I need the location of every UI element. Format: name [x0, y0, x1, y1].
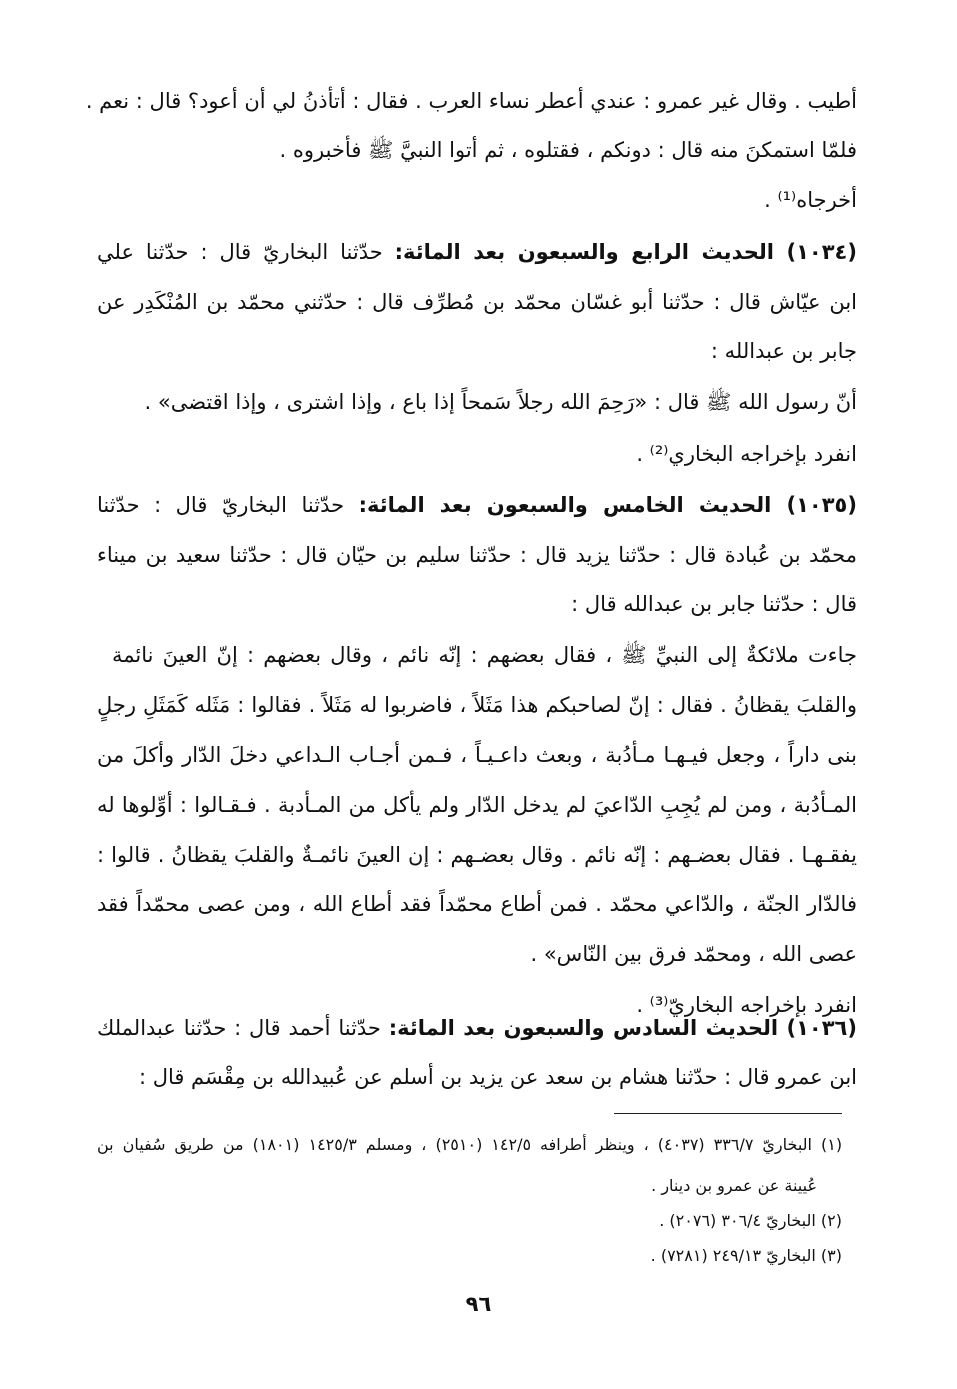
body-line-17: فالدّار الجنّة ، والدّاعي محمّد . فمن أطاع محمّداً فقد أطاع الله ، ومن عصى محمّداً فقد: [97, 892, 857, 916]
body-line-18: عصى الله ، ومحمّد فرق بين النّاس» .: [530, 942, 857, 966]
footnote-3: (٣) البخاريّ ٢٤٩/١٣ (٧٢٨١) .: [650, 1246, 842, 1265]
hadith-heading-rest: حدّثنا أحمد قال : حدّثنا عبدالملك: [97, 1016, 389, 1040]
body-line-6: جابر بن عبدالله :: [710, 339, 857, 363]
body-line-16: يفقـهـا . فقال بعضـهم : إنّه نائم . وقال بعضـهم : إن العينَ نائمـةٌ والقلبَ يقظانُ . قالوا :: [97, 843, 857, 867]
body-line-3: أخرجاه⁽¹⁾ .: [764, 188, 857, 212]
hadith-heading-title: (١٠٣٦) الحديث السادس والسبعون بعد المائة:: [388, 1016, 857, 1040]
body-line-10: محمّد بن عُبادة قال : حدّثنا يزيد قال : حدّثنا سليم بن حيّان قال : حدّثنا سعيد بن ميناء: [97, 543, 857, 567]
footnote-2: (٢) البخاريّ ٣٠٦/٤ (٢٠٧٦) .: [659, 1211, 842, 1230]
body-line-15: المـأدُبة ، ومن لم يُجِبِ الدّاعيَ لم يدخل الدّار ولم يأكل من المـأدبة . فـقـالوا : أوِّلوها له: [97, 793, 857, 817]
body-line-13: والقلبَ يقظانُ . فقال : إنّ لصاحبكم هذا مَثَلاً ، فاضربوا له مَثَلاً . فقالوا : مَثَله كَمَثَلِ رجلٍ: [97, 693, 857, 717]
body-line-19: انفرد بإخراجه البخاريّ⁽³⁾ .: [636, 993, 857, 1017]
hadith-heading-rest: حدّثنا البخاريّ قال : حدّثنا: [97, 493, 359, 517]
footnote-1: (١) البخاريّ ٣٣٦/٧ (٤٠٣٧) ، وينظر أطرافه ١٤٢/٥ (٢٥١٠) ، ومسلم ١٤٢٥/٣ (١٨٠١) من طريق سُفيان بن: [97, 1135, 843, 1154]
body-line-5: ابن عيّاش قال : حدّثنا أبو غسّان محمّد بن مُطرِّف قال : حدّثني محمّد بن المُنْكَدِر عن: [97, 290, 857, 314]
body-line-11: قال : حدّثنا جابر بن عبدالله قال :: [571, 592, 857, 616]
hadith-heading-1034: [97, 235, 857, 269]
body-line-7: أنّ رسول الله ﷺ قال : «رَحِمَ الله رجلاً سَمحاً إذا باع ، وإذا اشترى ، وإذا اقتضى» .: [144, 390, 857, 414]
footnote-divider: [614, 1113, 842, 1114]
hadith-heading-1036: [97, 1011, 857, 1045]
hadith-heading-title: (١٠٣٤) الحديث الرابع والسبعون بعد المائة:: [394, 240, 857, 264]
hadith-heading-rest: حدّثنا البخاريّ قال : حدّثنا علي: [97, 240, 395, 264]
body-line-21: ابن عمرو قال : حدّثنا هشام بن سعد عن يزيد بن أسلم عن عُبيدالله بن مِقْسَم قال :: [138, 1065, 857, 1089]
hadith-heading-1035: [97, 488, 857, 522]
footnote-1-continuation: عُيينة عن عمرو بن دينار .: [651, 1176, 817, 1195]
body-line-1: أطيب . وقال غير عمرو : عندي أعطر نساء العرب . فقال : أتأذنُ لي أن أعود؟ قال : نعم .: [85, 89, 857, 113]
body-line-14: بنى داراً ، وجعل فيـهـا مـأدُبة ، وبعث داعـيـاً ، فـمن أجـاب الـداعي دخلَ الدّار وأكلَ من: [97, 743, 857, 767]
body-line-12: جاءت ملائكةٌ إلى النبيِّ ﷺ ، فقال بعضهم : إنّه نائم ، وقال بعضهم : إنّ العينَ نائمة: [112, 643, 857, 667]
body-line-8: انفرد بإخراجه البخاري⁽²⁾ .: [636, 442, 857, 466]
page-number: ٩٦: [465, 1292, 492, 1316]
hadith-heading-title: (١٠٣٥) الحديث الخامس والسبعون بعد المائة:: [358, 493, 857, 517]
body-line-2: فلمّا استمكنَ منه قال : دونكم ، فقتلوه ، ثم أتوا النبيَّ ﷺ فأخبروه .: [279, 138, 857, 162]
